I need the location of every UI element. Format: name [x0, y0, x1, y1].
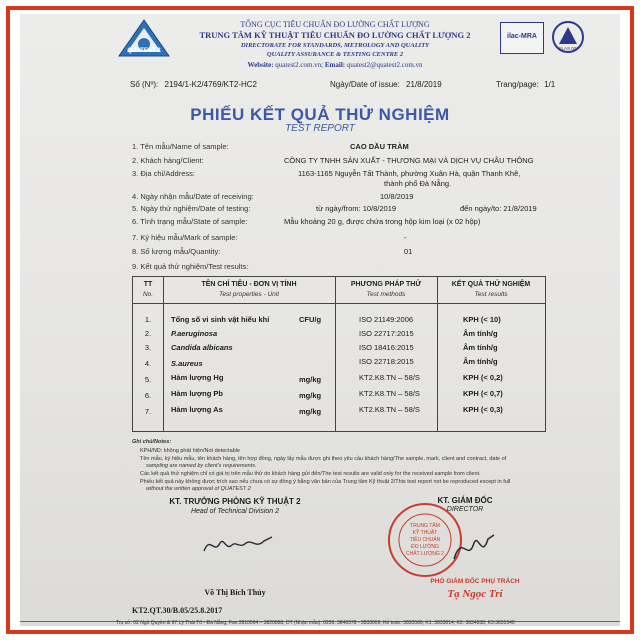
field-value-quantity: 01 — [404, 247, 413, 256]
field-value-address: 1163-1165 Nguyễn Tất Thành, phường Xuân Hà, quận Thanh Khê, — [298, 169, 521, 178]
table-row-method: KT2.K8.TN – 58/S — [359, 373, 420, 382]
note-line: Các kết quả thử nghiệm chỉ có giá trị trên mẫu thử do khách hàng gửi đến/The test results are valid only for the received sample from client. — [140, 471, 481, 477]
field-value-address-line2: thành phố Đà Nẵng. — [384, 179, 452, 188]
header-test-methods: PHƯƠNG PHÁP THỬ — [350, 281, 422, 288]
table-row-name: Hàm lượng Hg — [171, 373, 224, 382]
header-no-en: No. — [142, 291, 154, 298]
stamp-text: ĐO LƯỜNG — [411, 544, 439, 550]
report-title: PHIẾU KẾT QUẢ THỬ NGHIỆM — [190, 105, 450, 124]
stamp-text: TIÊU CHUẨN — [409, 537, 441, 543]
ilac-text: ilac-MRA — [507, 33, 537, 40]
note-line: Phiếu kết quả này không được trích sao nếu chưa có sự đồng ý bằng văn bản của Trung tâm Kỹ thuật 2/This test report not be reproduced except in full — [140, 479, 511, 485]
vilas-text: VILAS 007 — [557, 46, 579, 51]
note-line: sampling are named by client's requirements. — [146, 463, 257, 469]
header-test-properties-en: Test properties - Unit — [218, 291, 280, 298]
left-signatory-name: Võ Thị Bích Thủy — [204, 588, 266, 597]
table-row-name: Hàm lượng As — [171, 405, 223, 414]
note-line: KPH/ND: không phát hiện/Not detectable — [140, 448, 240, 454]
field-value-sample-mark: - — [404, 233, 407, 242]
issue-date-label: Ngày/Date of issue: — [330, 80, 400, 89]
stamp-text: TRUNG TÂM — [410, 523, 440, 529]
page-label: Trang/page: — [496, 80, 539, 89]
report-number-row — [130, 80, 257, 89]
ilac-mra-logo-icon — [500, 22, 544, 54]
table-row-name: Tổng số vi sinh vật hiếu khí — [171, 315, 270, 324]
results-table — [132, 276, 546, 432]
report-number-label: Số (Nº): — [130, 80, 159, 89]
field-label-quantity: 8. Số lượng mẫu/Quantity: — [132, 247, 221, 256]
table-row-result: KPH (< 10) — [463, 315, 501, 324]
table-row-result: KPH (< 0,2) — [463, 373, 503, 382]
header-test-methods-en: Test methods — [366, 291, 406, 298]
website-label: Website: — [247, 61, 274, 69]
table-row-no: 7. — [144, 407, 152, 416]
issue-date-row — [330, 80, 442, 89]
email-label: Email: — [324, 61, 346, 69]
logo-text: QUATEST 2 — [127, 48, 161, 54]
test-report-document — [20, 14, 620, 626]
issue-date: 21/8/2019 — [406, 80, 442, 89]
left-signatory-title-en: Head of Technical Division 2 — [190, 508, 280, 515]
table-row-name: Candida albicans — [171, 343, 233, 352]
directorate-name: DIRECTORATE FOR STANDARDS, METROLOGY AND QUALITY — [240, 42, 430, 49]
email: quatest2@quatest2.com.vn — [346, 61, 423, 69]
table-row-result: Âm tính/g — [463, 357, 498, 366]
report-number: 2194/1-K2/4769/KT2-HC2 — [164, 80, 257, 89]
center-name: TRUNG TÂM KỸ THUẬT TIÊU CHUẨN ĐO LƯỜNG CHẤT LƯỢNG 2 — [199, 30, 471, 40]
table-row-name: P.aeruginosa — [171, 329, 218, 338]
field-value-sample-state: Mẫu khoảng 20 g, được chứa trong hộp kim loại (x 02 hộp) — [284, 217, 481, 226]
stamp-text: KỸ THUẬT — [412, 530, 438, 536]
left-signatory-title: KT. TRƯỞNG PHÒNG KỸ THUẬT 2 — [169, 497, 301, 506]
table-row-result: KPH (< 0,3) — [463, 405, 503, 414]
table-row-no: 2. — [144, 329, 152, 338]
table-row-no: 5. — [144, 375, 152, 384]
note-line: without the written approval of QUATEST 2 — [146, 486, 251, 492]
table-row-name: S.aureus — [171, 359, 203, 368]
field-label-testing-date: 5. Ngày thử nghiệm/Date of testing: — [132, 204, 251, 213]
left-signature-icon — [200, 529, 280, 559]
right-signatory-title-en: DIRECTOR — [446, 506, 484, 513]
quatest-logo-icon — [115, 18, 173, 62]
field-value-client: CÔNG TY TNHH SẢN XUẤT - THƯƠNG MẠI VÀ DỊCH VỤ CHÂU THÔNG — [284, 156, 534, 165]
table-row-method: KT2.K8.TN – 58/S — [359, 389, 420, 398]
table-row-no: 3. — [144, 343, 152, 352]
page-row — [496, 80, 555, 89]
right-signatory-name: Tạ Ngọc Tri — [447, 588, 503, 600]
header-test-results: KẾT QUẢ THỬ NGHIỆM — [451, 281, 531, 288]
field-value-testing-to: đến ngày/to: 21/8/2019 — [460, 204, 537, 213]
form-code: KT2.QT.30/B.05/25.8.2017 — [132, 606, 223, 615]
header-no: TT — [143, 281, 153, 288]
table-row-result: Âm tính/g — [463, 329, 498, 338]
page-number: 1/1 — [544, 80, 556, 89]
table-row-method: ISO 22717:2015 — [359, 329, 414, 338]
field-label-test-results: 9. Kết quả thử nghiệm/Test results: — [132, 262, 249, 271]
right-signature-icon — [448, 529, 498, 569]
table-row-no: 4. — [144, 359, 152, 368]
table-row-method: KT2.K8.TN – 58/S — [359, 405, 420, 414]
right-signatory-role: PHÓ GIÁM ĐỐC PHỤ TRÁCH — [430, 578, 520, 585]
table-row-method: ISO 22718:2015 — [359, 357, 414, 366]
header-test-results-en: Test results — [474, 291, 508, 298]
table-row-method: ISO 21149:2006 — [359, 315, 414, 324]
table-row-result: Âm tính/g — [463, 343, 498, 352]
table-row-unit: mg/kg — [299, 407, 322, 416]
field-label-sample-state: 6. Tình trạng mẫu/State of sample: — [132, 217, 248, 226]
table-row-unit: mg/kg — [299, 391, 322, 400]
field-value-receiving-date: 10/8/2019 — [380, 192, 414, 201]
field-value-sample-name: CAO DẦU TRÀM — [350, 142, 409, 151]
field-value-testing-from: từ ngày/from: 10/8/2019 — [316, 204, 397, 213]
stamp-text: CHẤT LƯỢNG 2 — [406, 551, 444, 557]
table-row-result: KPH (< 0,7) — [463, 389, 503, 398]
table-row-name: Hàm lượng Pb — [171, 389, 224, 398]
footer-address: Trụ sở: 02 Ngô Quyền & 97 Lý Thái Tổ - Đà Nẵng; Fax:3910064 – 3820868, DT (Nhận mẫu): 0236. 3846378 - 3833009; Kế toán: 3830586; K1: 3833814; K2: 3834838; K3:3831540 — [116, 620, 515, 626]
table-row-method: ISO 18416:2015 — [359, 343, 414, 352]
table-row-unit: CFU/g — [299, 315, 322, 324]
field-label-address: 3. Địa chỉ/Address: — [132, 169, 195, 178]
table-row-no: 1. — [144, 315, 152, 324]
center-name-en: QUALITY ASSURANCE & TESTING CENTRE 2 — [266, 51, 404, 58]
table-row-unit: mg/kg — [299, 375, 322, 384]
field-label-client: 2. Khách hàng/Client: — [132, 156, 204, 165]
header-test-properties: TÊN CHỈ TIÊU - ĐƠN VỊ TÍNH — [201, 281, 297, 288]
field-label-sample-mark: 7. Ký hiệu mẫu/Mark of sample: — [132, 233, 238, 242]
notes-heading: Ghi chú/Notes: — [132, 439, 172, 445]
table-row-no: 6. — [144, 391, 152, 400]
right-signatory-title: KT. GIÁM ĐỐC — [437, 496, 493, 505]
field-label-receiving-date: 4. Ngày nhận mẫu/Date of receiving: — [132, 192, 254, 201]
agency-name: TỔNG CỤC TIÊU CHUẨN ĐO LƯỜNG CHẤT LƯỢNG — [240, 20, 430, 29]
note-line: Tên mẫu, ký hiệu mẫu, tên khách hàng, tên hợp đồng, ngày lấy mẫu được ghi theo yêu cầu khách hàng/The sample, mark, client and contract, date of — [140, 456, 507, 462]
field-label-sample-name: 1. Tên mẫu/Name of sample: — [132, 142, 229, 151]
photo-frame — [6, 6, 634, 634]
contact-line — [180, 61, 490, 69]
website: quatest2.com.vn; — [275, 61, 324, 69]
report-subtitle: TEST REPORT — [285, 123, 355, 134]
